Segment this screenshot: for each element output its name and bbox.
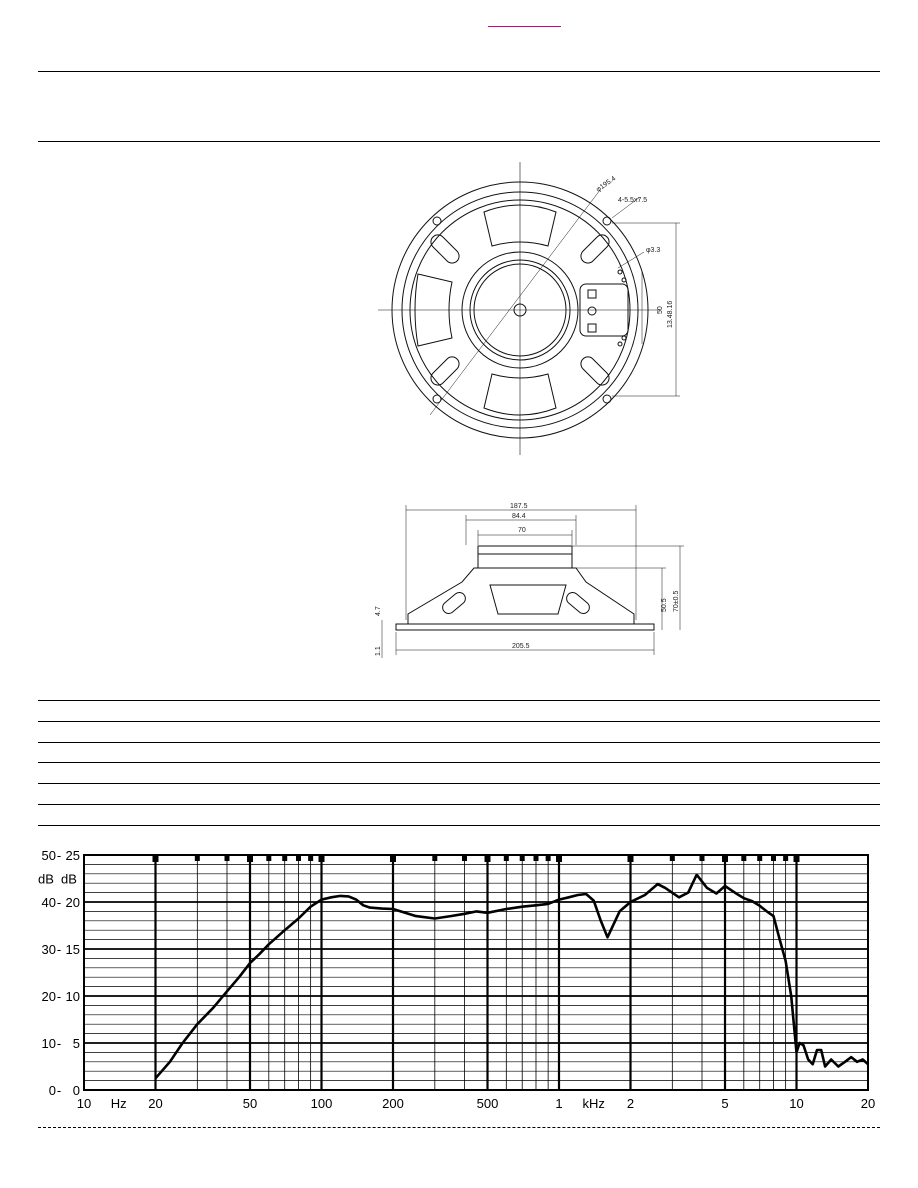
tick-marker: [757, 855, 762, 861]
tick-marker: [699, 855, 704, 861]
y-tick-label-left: 0: [48, 1083, 56, 1098]
tick-marker: [546, 855, 551, 861]
dim-height-total: 70±0.5: [673, 590, 680, 612]
tick-marker: [296, 855, 301, 861]
dim-height-frame: 50.5: [661, 598, 668, 612]
y-tick-dash: -: [56, 989, 62, 1004]
dim-magnet-outer: 84.4: [512, 513, 526, 520]
tick-marker: [504, 855, 509, 861]
tick-marker: [485, 855, 491, 862]
x-tick-label: 1: [555, 1096, 563, 1111]
tick-marker: [282, 855, 287, 861]
response-curve: [156, 875, 869, 1079]
x-unit-khz: kHz: [582, 1096, 605, 1111]
x-tick-label: 50: [242, 1096, 258, 1111]
x-tick-label: 100: [310, 1096, 333, 1111]
y-tick-label-left: 20: [41, 989, 56, 1004]
y-tick-label-right: 15: [65, 942, 80, 957]
tick-marker: [247, 855, 253, 862]
y-tick-label-left: 10: [41, 1036, 56, 1051]
dim-magnet-inner: 70: [518, 527, 526, 534]
tick-marker: [319, 855, 325, 862]
y-tick-dash: -: [56, 1036, 62, 1051]
y-unit-left: dB: [38, 871, 54, 887]
dim-gasket: 4.7: [375, 606, 382, 616]
x-tick-label: 10: [76, 1096, 92, 1111]
plot-frame: [84, 855, 868, 1090]
dim-50: 50: [657, 306, 664, 314]
tick-marker: [794, 855, 800, 862]
tick-marker: [627, 855, 633, 862]
y-tick-label-right: 10: [65, 989, 80, 1004]
tick-marker: [533, 855, 538, 861]
dim-flange: 205.5: [512, 643, 530, 650]
y-tick-label-left: 30: [41, 942, 56, 957]
tick-marker: [556, 855, 562, 862]
tick-marker: [390, 855, 396, 862]
tick-marker: [741, 855, 746, 861]
tick-marker: [152, 855, 158, 862]
y-tick-dash: -: [56, 1083, 62, 1098]
rule-footer: [38, 1127, 880, 1128]
tick-marker: [266, 855, 271, 861]
dim-terminal-hole: φ3.3: [646, 247, 661, 254]
y-tick-dash: -: [56, 895, 62, 910]
dim-side: 13.48.16: [667, 300, 674, 328]
x-tick-label: 5: [721, 1096, 729, 1111]
tick-marker: [432, 855, 437, 861]
dim-outer-dia: φ195.4: [595, 175, 618, 194]
x-tick-label: 200: [382, 1096, 404, 1111]
y-tick-label-right: 5: [72, 1036, 80, 1051]
x-unit-hz: Hz: [110, 1096, 127, 1111]
x-tick-label: 10: [789, 1096, 804, 1111]
x-tick-label: 20: [148, 1096, 163, 1111]
y-tick-label-right: 20: [65, 895, 80, 910]
y-tick-label-right: 0: [72, 1083, 80, 1098]
tick-marker: [520, 855, 525, 861]
tick-marker: [308, 855, 313, 861]
y-tick-label-left: 50: [41, 848, 56, 863]
tick-marker: [783, 855, 788, 861]
tick-marker: [670, 855, 675, 861]
x-tick-label: 20: [860, 1096, 876, 1111]
tick-marker: [462, 855, 467, 861]
y-unit-right: dB: [61, 871, 77, 887]
tick-marker: [722, 855, 728, 862]
tick-marker: [771, 855, 776, 861]
tick-marker: [224, 855, 229, 861]
y-tick-dash: -: [56, 848, 62, 863]
y-tick-dash: -: [56, 942, 62, 957]
dim-overall: 187.5: [510, 503, 528, 510]
x-tick-label: 500: [476, 1096, 499, 1111]
dim-mount-holes: 4-5.5x7.5: [618, 197, 648, 204]
y-tick-label-left: 40: [41, 895, 56, 910]
dim-base: 1.1: [375, 646, 382, 656]
y-tick-label-right: 25: [65, 848, 80, 863]
x-tick-label: 2: [626, 1096, 635, 1111]
tick-marker: [195, 855, 200, 861]
